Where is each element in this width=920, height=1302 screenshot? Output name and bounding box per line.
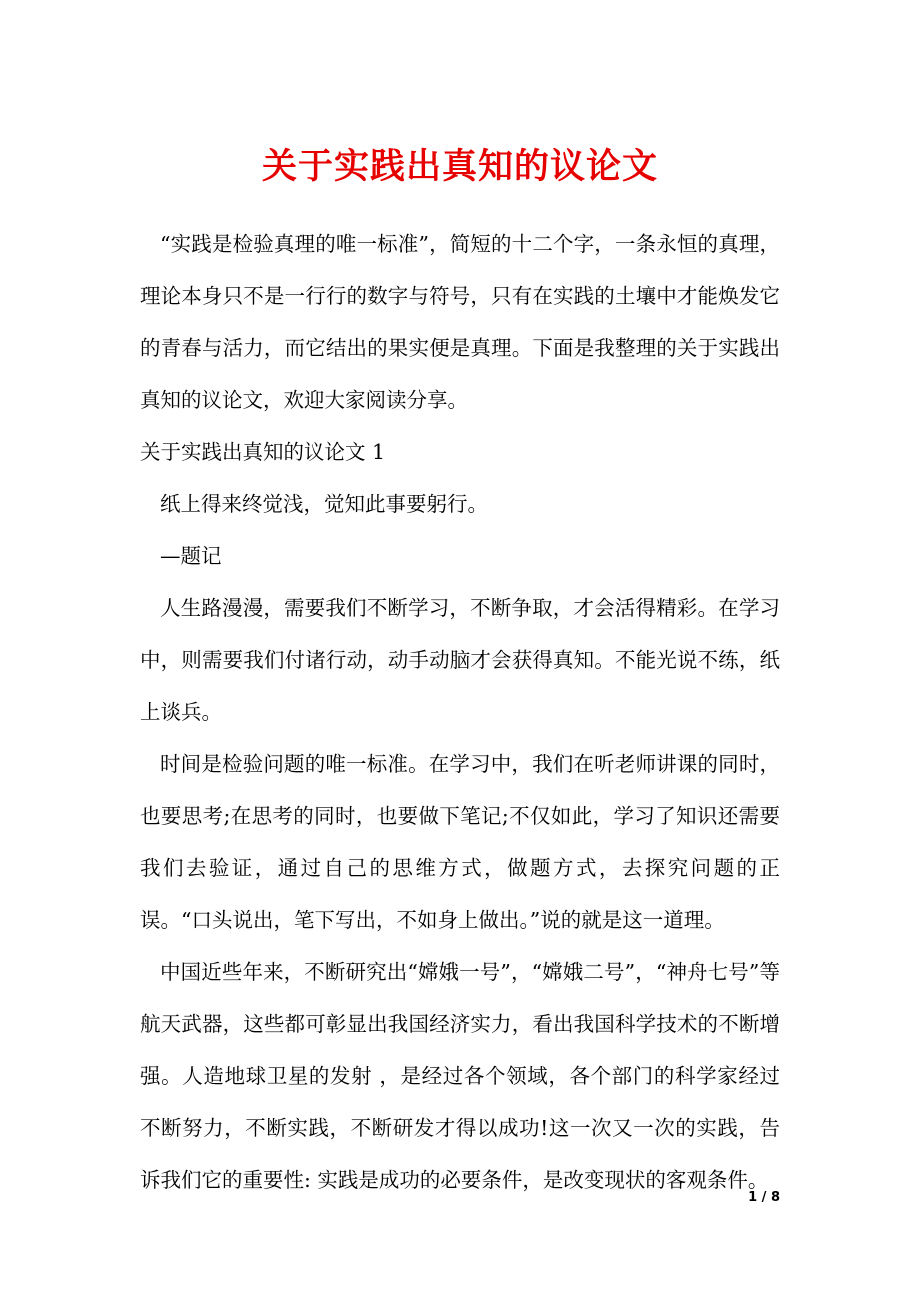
epigraph-attribution: —题记: [160, 544, 222, 568]
body-paragraph: 人生路漫漫，需要我们不断学习，不断争取，才会活得精彩。在学习中，则需要我们付诸行动，动手动脑才会获得真知。不能光说不练，纸上谈兵。: [140, 596, 780, 724]
epigraph-line: 纸上得来终觉浅，觉知此事要躬行。: [160, 492, 488, 516]
intro-paragraph: “实践是检验真理的唯一标准”，简短的十二个字，一条永恒的真理，理论本身只不是一行行的数字与符号，只有在实践的土壤中才能焕发它的青春与活力，而它结出的果实便是真理。下面是我整理的关于实践出真知的议论文，欢迎大家阅读分享。: [140, 232, 780, 412]
page-number: 1 / 8: [748, 1190, 780, 1205]
document-title: 关于实践出真知的议论文: [261, 146, 658, 187]
section-heading: 关于实践出真知的议论文 1: [140, 440, 386, 464]
body-paragraph: 时间是检验问题的唯一标准。在学习中，我们在听老师讲课的同时，也要思考;在思考的同时，也要做下笔记;不仅如此，学习了知识还需要我们去验证，通过自己的思维方式，做题方式，去探究问题的正误。“口头说出，笔下写出，不如身上做出。”说的就是这一道理。: [140, 752, 780, 932]
body-paragraph: 中国近些年来，不断研究出“嫦娥一号”，“嫦娥二号”，“神舟七号”等航天武器，这些都可彰显出我国经济实力，看出我国科学技术的不断增强。人造地球卫星的发射 ，是经过各个领域，各个部门的科学家经过不断努力，不断实践，不断研发才得以成功!这一次又一次的实践，告诉我们它的重要性: 实践是成功的必要条件，是改变现状的客观条件。: [140, 960, 780, 1192]
document-body: [140, 218, 780, 1206]
